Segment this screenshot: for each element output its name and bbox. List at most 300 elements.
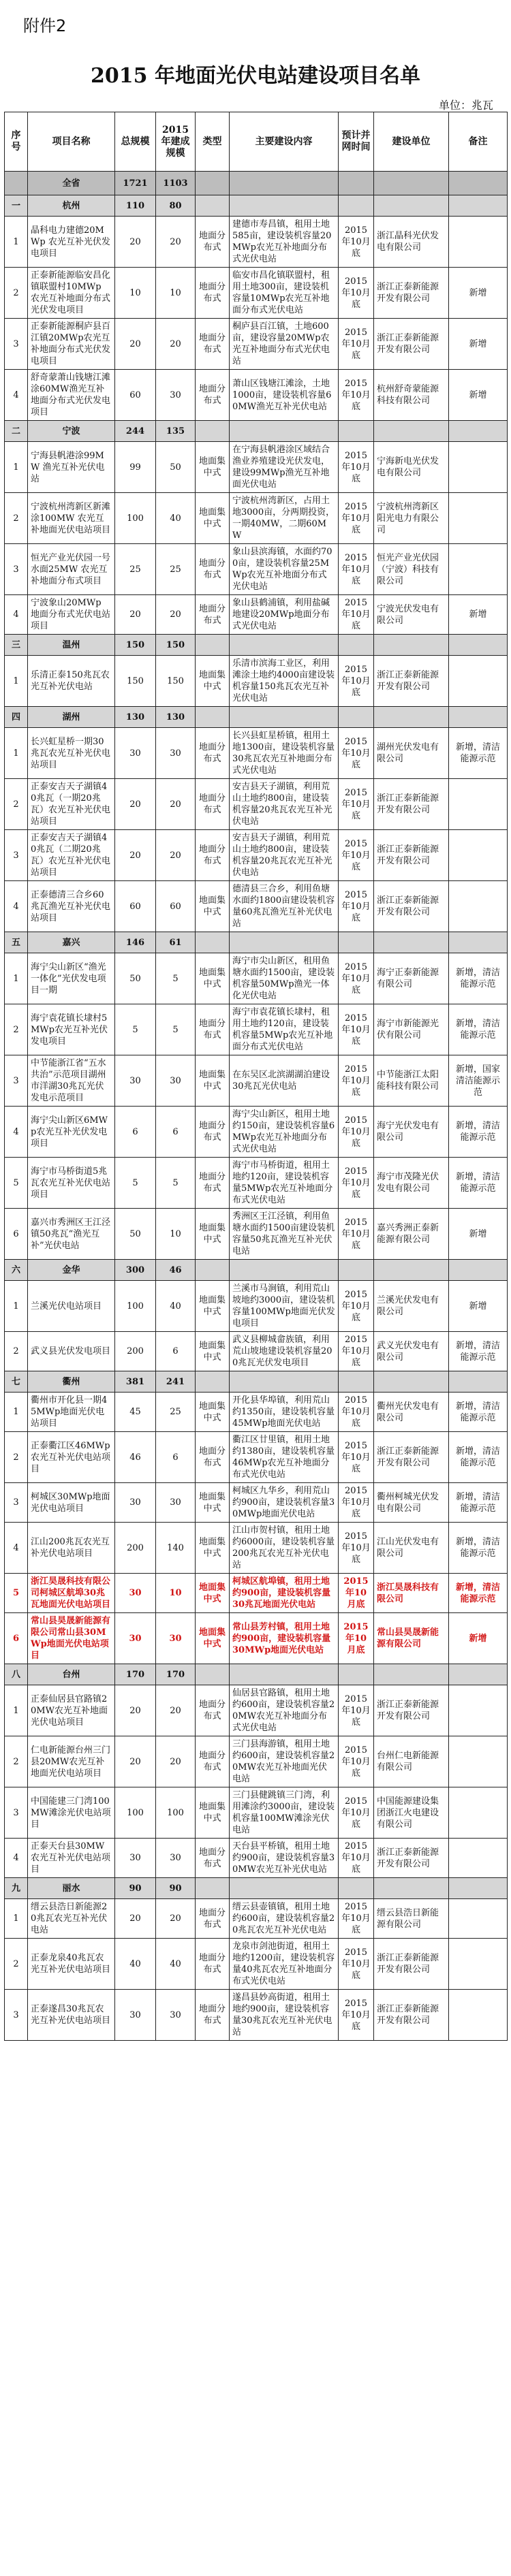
row-built: 6	[156, 1332, 196, 1371]
row-owner: 中节能浙江太阳能科技有限公司	[374, 1055, 449, 1107]
row-grid-time: 2015年10月底	[339, 779, 374, 830]
row-content: 在东吴区北滨湖湖泊建设30兆瓦光伏电站	[230, 1055, 339, 1107]
row-note: 新增，清洁能源示范	[449, 1107, 508, 1158]
row-grid-time: 2015年10月底	[339, 1432, 374, 1483]
header-note: 备注	[449, 112, 508, 172]
row-note: 新增，清洁能源示范	[449, 1432, 508, 1483]
row-type: 地面集中式	[196, 881, 230, 932]
row-grid-time: 2015年10月底	[339, 1939, 374, 1990]
row-grid-time: 2015年10月底	[339, 953, 374, 1004]
city-empty-cell	[339, 635, 374, 656]
row-owner: 武义光伏发电有限公司	[374, 1332, 449, 1371]
row-owner: 恒光产业光伏园（宁波）科技有限公司	[374, 544, 449, 595]
row-type: 地面集中式	[196, 1332, 230, 1371]
row-scale: 20	[115, 1736, 156, 1787]
total-empty-cell	[339, 172, 374, 195]
row-content: 安吉县天子湖镇，利用荒山土地约800亩，建设装机容量20兆瓦农光互补光伏电站	[230, 779, 339, 830]
row-built: 100	[156, 1787, 196, 1839]
row-type: 地面集中式	[196, 1574, 230, 1613]
row-no: 1	[5, 953, 28, 1004]
city-empty-cell	[374, 932, 449, 953]
row-note	[449, 1685, 508, 1736]
row-project-name: 正泰德清三合乡60兆瓦渔光互补光伏电站项目	[28, 881, 115, 932]
city-empty-cell	[196, 1878, 230, 1899]
row-grid-time: 2015年10月底	[339, 1736, 374, 1787]
city-row	[5, 1878, 508, 1899]
row-note	[449, 1736, 508, 1787]
table-row	[5, 1990, 508, 2041]
row-grid-time: 2015年10月底	[339, 268, 374, 319]
row-project-name: 正泰新能源桐庐县百江镇20MWp农光互补地面分布式光伏发电项目	[28, 319, 115, 370]
row-no: 1	[5, 1393, 28, 1432]
table-row	[5, 728, 508, 779]
row-owner: 缙云县浩日新能源有限公司	[374, 1899, 449, 1939]
row-no: 4	[5, 595, 28, 635]
city-empty-cell	[449, 1371, 508, 1393]
row-type: 地面分布式	[196, 779, 230, 830]
row-note	[449, 881, 508, 932]
row-type: 地面集中式	[196, 1281, 230, 1332]
city-empty-cell	[196, 1664, 230, 1685]
city-empty-cell	[374, 421, 449, 442]
city-empty-cell	[230, 1664, 339, 1685]
row-no: 3	[5, 1990, 28, 2041]
row-scale: 30	[115, 1483, 156, 1523]
row-type: 地面分布式	[196, 728, 230, 779]
row-scale: 6	[115, 1107, 156, 1158]
row-content: 宁波杭州湾新区，占用土地3000亩，分两期投资，一期40MW，二期60MW	[230, 493, 339, 544]
row-scale: 60	[115, 881, 156, 932]
row-content: 柯城区九华乡，利用荒山约900亩，建设装机容量30MWp地面光伏电站	[230, 1483, 339, 1523]
row-scale: 30	[115, 1839, 156, 1878]
table-row	[5, 1899, 508, 1939]
row-project-name: 长兴虹星桥一期30兆瓦农光互补光伏电站项目	[28, 728, 115, 779]
city-built: 150	[156, 635, 196, 656]
row-no: 3	[5, 1055, 28, 1107]
city-empty-cell	[339, 1878, 374, 1899]
row-project-name: 恒光产业光伏园一号水面25MW 农光互补地面分布式项目	[28, 544, 115, 595]
row-scale: 30	[115, 1574, 156, 1613]
row-no: 4	[5, 1523, 28, 1574]
row-content: 开化县华埠镇，利用荒山约1350亩，建设装机容量45MWp地面光伏电站	[230, 1393, 339, 1432]
city-scale: 244	[115, 421, 156, 442]
row-no: 2	[5, 268, 28, 319]
row-project-name: 正泰天台县30MW农光互补光伏电站项目	[28, 1839, 115, 1878]
unit-label: 单位：兆瓦	[438, 99, 493, 112]
row-project-name: 海宁尖山新区6MWp农光互补光伏发电项目	[28, 1107, 115, 1158]
row-no: 3	[5, 1787, 28, 1839]
row-scale: 20	[115, 1685, 156, 1736]
row-built: 40	[156, 1939, 196, 1990]
row-built: 5	[156, 1004, 196, 1055]
row-owner: 浙江正泰新能源开发有限公司	[374, 1839, 449, 1878]
row-type: 地面分布式	[196, 595, 230, 635]
row-scale: 50	[115, 1209, 156, 1260]
table-row	[5, 1787, 508, 1839]
city-empty-cell	[230, 932, 339, 953]
row-grid-time: 2015年10月底	[339, 1685, 374, 1736]
row-content: 缙云县壶镇镇，租用土地约600亩，建设装机容量20兆瓦农光互补光伏电站	[230, 1899, 339, 1939]
row-grid-time: 2015年10月底	[339, 1787, 374, 1839]
row-type: 地面集中式	[196, 1787, 230, 1839]
row-note	[449, 493, 508, 544]
row-built: 30	[156, 1839, 196, 1878]
row-note	[449, 1839, 508, 1878]
row-grid-time: 2015年10月底	[339, 370, 374, 421]
row-grid-time: 2015年10月底	[339, 1899, 374, 1939]
header-owner: 建设单位	[374, 112, 449, 172]
row-no: 1	[5, 1899, 28, 1939]
row-note	[449, 1990, 508, 2041]
row-built: 20	[156, 595, 196, 635]
table-row	[5, 268, 508, 319]
row-no: 5	[5, 1574, 28, 1613]
table-row	[5, 1281, 508, 1332]
row-type: 地面分布式	[196, 1990, 230, 2041]
city-name: 温州	[28, 635, 115, 656]
row-no: 1	[5, 1281, 28, 1332]
row-content: 江山市贺村镇，租用土地约6000亩，建设装机容量200兆瓦农光互补光伏电站	[230, 1523, 339, 1574]
table-row	[5, 1939, 508, 1990]
header-built: 2015年建成规模	[156, 112, 196, 172]
city-empty-cell	[339, 1260, 374, 1281]
row-note: 新增，清洁能源示范	[449, 1523, 508, 1574]
row-type: 地面集中式	[196, 1613, 230, 1664]
row-content: 常山县芳村镇，租用土地约900亩，建设装机容量30MWp地面光伏电站	[230, 1613, 339, 1664]
row-no: 3	[5, 544, 28, 595]
row-content: 海宁市马桥街道，租用土地约120亩，建设装机容量5MWp农光互补地面分布式光伏电站	[230, 1158, 339, 1209]
row-type: 地面分布式	[196, 268, 230, 319]
attachment-label: 附件2	[23, 16, 67, 35]
total-seq	[5, 172, 28, 195]
row-no: 1	[5, 442, 28, 493]
row-note	[449, 1787, 508, 1839]
city-built: 80	[156, 195, 196, 217]
city-empty-cell	[449, 421, 508, 442]
row-no: 1	[5, 656, 28, 707]
row-owner: 兰溪光伏发电有限公司	[374, 1281, 449, 1332]
row-type: 地面集中式	[196, 656, 230, 707]
row-scale: 20	[115, 319, 156, 370]
city-seq: 七	[5, 1371, 28, 1393]
row-content: 衢江区廿里镇，租用土地约1380亩，建设装机容量46MWp农光互补地面分布式光伏电站	[230, 1432, 339, 1483]
row-scale: 30	[115, 1990, 156, 2041]
row-owner: 常山县昊晟新能源有限公司	[374, 1613, 449, 1664]
city-empty-cell	[196, 421, 230, 442]
row-type: 地面分布式	[196, 370, 230, 421]
row-owner: 浙江正泰新能源开发有限公司	[374, 268, 449, 319]
row-type: 地面分布式	[196, 1939, 230, 1990]
row-scale: 10	[115, 268, 156, 319]
row-owner: 浙江正泰新能源开发有限公司	[374, 881, 449, 932]
row-built: 6	[156, 1107, 196, 1158]
total-empty-cell	[374, 172, 449, 195]
city-empty-cell	[196, 195, 230, 217]
row-type: 地面分布式	[196, 1736, 230, 1787]
city-row	[5, 932, 508, 953]
city-seq: 四	[5, 707, 28, 728]
row-no: 2	[5, 493, 28, 544]
city-row	[5, 421, 508, 442]
city-empty-cell	[339, 421, 374, 442]
row-scale: 40	[115, 1939, 156, 1990]
row-built: 20	[156, 779, 196, 830]
row-note: 新增，清洁能源示范	[449, 1004, 508, 1055]
row-content: 长兴县虹星桥镇，租用土地1300亩，建设装机容量30兆瓦农光互补地面分布式光伏电站	[230, 728, 339, 779]
row-grid-time: 2015年10月底	[339, 595, 374, 635]
row-content: 柯城区航埠镇，租用土地约900亩，建设装机容量30兆瓦地面光伏电站	[230, 1574, 339, 1613]
table-row	[5, 656, 508, 707]
city-seq: 八	[5, 1664, 28, 1685]
row-project-name: 海宁袁花镇长埭村5MWp农光互补光伏发电项目	[28, 1004, 115, 1055]
city-name: 衢州	[28, 1371, 115, 1393]
city-empty-cell	[374, 1260, 449, 1281]
city-empty-cell	[230, 421, 339, 442]
table-row	[5, 1209, 508, 1260]
row-project-name: 正泰新能源临安昌化镇联盟村10MWp 农光互补地面分布式光伏发电项目	[28, 268, 115, 319]
row-built: 30	[156, 728, 196, 779]
row-content: 秀洲区王江泾镇，利用鱼塘水面约1500亩建设装机容量50兆瓦渔光互补光伏电站	[230, 1209, 339, 1260]
row-note: 新增	[449, 370, 508, 421]
row-built: 25	[156, 1393, 196, 1432]
row-built: 20	[156, 319, 196, 370]
row-grid-time: 2015年10月底	[339, 881, 374, 932]
row-no: 4	[5, 881, 28, 932]
table-row	[5, 442, 508, 493]
row-content: 龙泉市剑池街道，租用土地约1200亩，建设装机容量40兆瓦农光互补地面分布式光伏电站	[230, 1939, 339, 1990]
row-project-name: 武义县光伏发电项目	[28, 1332, 115, 1371]
row-scale: 20	[115, 217, 156, 268]
row-owner: 浙江正泰新能源开发有限公司	[374, 656, 449, 707]
row-built: 30	[156, 1613, 196, 1664]
row-note	[449, 779, 508, 830]
row-grid-time: 2015年10月底	[339, 1483, 374, 1523]
city-built: 170	[156, 1664, 196, 1685]
row-owner: 衢州柯城光伏发电有限公司	[374, 1483, 449, 1523]
city-scale: 90	[115, 1878, 156, 1899]
city-scale: 300	[115, 1260, 156, 1281]
row-no: 3	[5, 1483, 28, 1523]
city-name: 台州	[28, 1664, 115, 1685]
row-project-name: 柯城区30MWp地面光伏电站项目	[28, 1483, 115, 1523]
row-built: 40	[156, 1281, 196, 1332]
row-project-name: 缙云县浩日新能源20兆瓦农光互补光伏电站	[28, 1899, 115, 1939]
row-scale: 5	[115, 1004, 156, 1055]
city-empty-cell	[339, 707, 374, 728]
row-note: 新增，清洁能源示范	[449, 728, 508, 779]
row-owner: 宁波光伏发电有限公司	[374, 595, 449, 635]
city-empty-cell	[230, 1371, 339, 1393]
table-body	[5, 172, 508, 2041]
city-empty-cell	[339, 1371, 374, 1393]
row-scale: 100	[115, 493, 156, 544]
row-scale: 20	[115, 779, 156, 830]
row-no: 2	[5, 1004, 28, 1055]
city-row	[5, 1664, 508, 1685]
row-project-name: 海宁市马桥街道5兆瓦农光互补光伏电站项目	[28, 1158, 115, 1209]
row-content: 海宁市袁花镇长埭村，租用土地约120亩，建设装机容量5MWp农光互补地面分布式光伏电站	[230, 1004, 339, 1055]
row-project-name: 浙江昊晟科技有限公司柯城区航埠30兆瓦地面光伏电站项目	[28, 1574, 115, 1613]
city-row	[5, 635, 508, 656]
row-no: 3	[5, 319, 28, 370]
row-scale: 200	[115, 1332, 156, 1371]
row-owner: 宁海新电光伏发电有限公司	[374, 442, 449, 493]
row-type: 地面集中式	[196, 1209, 230, 1260]
row-note: 新增	[449, 1209, 508, 1260]
table-row	[5, 779, 508, 830]
row-scale: 99	[115, 442, 156, 493]
row-content: 象山县鹤浦镇，利用盐碱地建设20MWp地面分布式光伏电站	[230, 595, 339, 635]
row-grid-time: 2015年10月底	[339, 656, 374, 707]
row-type: 地面集中式	[196, 1523, 230, 1574]
header-scale: 总规模	[115, 112, 156, 172]
row-built: 150	[156, 656, 196, 707]
row-built: 10	[156, 268, 196, 319]
city-empty-cell	[374, 707, 449, 728]
total-row	[5, 172, 508, 195]
city-scale: 110	[115, 195, 156, 217]
city-seq: 九	[5, 1878, 28, 1899]
row-project-name: 乐清正泰150兆瓦农光互补光伏电站	[28, 656, 115, 707]
row-grid-time: 2015年10月底	[339, 442, 374, 493]
row-content: 海宁市尖山新区，租用鱼塘水面约1500亩，建设装机容量50MWp渔光一体化光伏电站	[230, 953, 339, 1004]
city-row	[5, 707, 508, 728]
city-empty-cell	[449, 1260, 508, 1281]
row-no: 4	[5, 370, 28, 421]
row-no: 5	[5, 1158, 28, 1209]
row-type: 地面分布式	[196, 1839, 230, 1878]
row-owner: 海宁光伏发电有限公司	[374, 1107, 449, 1158]
row-owner: 海宁市茂隆光伏发电有限公司	[374, 1158, 449, 1209]
row-project-name: 正泰衢江区46MWp农光互补光伏电站项目	[28, 1432, 115, 1483]
row-project-name: 宁海县帆港涂99MW 渔光互补光伏电站	[28, 442, 115, 493]
row-built: 20	[156, 830, 196, 881]
city-seq: 一	[5, 195, 28, 217]
header-seq: 序号	[5, 112, 28, 172]
row-owner: 台州仁电新能源有限公司	[374, 1736, 449, 1787]
city-scale: 146	[115, 932, 156, 953]
row-type: 地面集中式	[196, 1055, 230, 1107]
city-empty-cell	[374, 635, 449, 656]
row-scale: 20	[115, 595, 156, 635]
city-built: 46	[156, 1260, 196, 1281]
row-note: 新增，清洁能源示范	[449, 953, 508, 1004]
row-no: 2	[5, 779, 28, 830]
header-content: 主要建设内容	[230, 112, 339, 172]
city-scale: 170	[115, 1664, 156, 1685]
row-owner: 宁波杭州湾新区阳光电力有限公司	[374, 493, 449, 544]
row-note	[449, 217, 508, 268]
row-grid-time: 2015年10月底	[339, 1158, 374, 1209]
table-row	[5, 1107, 508, 1158]
city-built: 90	[156, 1878, 196, 1899]
row-project-name: 仁电新能源台州三门县20MW农光互补地面光伏电站项目	[28, 1736, 115, 1787]
row-scale: 5	[115, 1158, 156, 1209]
row-owner: 海宁市新能源光伏有限公司	[374, 1004, 449, 1055]
row-scale: 60	[115, 370, 156, 421]
row-note: 新增	[449, 1613, 508, 1664]
header-grid-time: 预计并网时间	[339, 112, 374, 172]
city-empty-cell	[374, 1664, 449, 1685]
row-built: 5	[156, 1158, 196, 1209]
city-empty-cell	[339, 195, 374, 217]
city-name: 湖州	[28, 707, 115, 728]
row-note	[449, 442, 508, 493]
row-built: 30	[156, 1990, 196, 2041]
city-row	[5, 195, 508, 217]
table-row	[5, 1432, 508, 1483]
row-type: 地面分布式	[196, 1004, 230, 1055]
row-project-name: 衢州市开化县一期45MWp地面光伏电站项目	[28, 1393, 115, 1432]
row-project-name: 海宁尖山新区“渔光一体化”光伏发电项目一期	[28, 953, 115, 1004]
row-type: 地面分布式	[196, 319, 230, 370]
city-empty-cell	[196, 635, 230, 656]
row-owner: 浙江正泰新能源开发有限公司	[374, 1990, 449, 2041]
city-name: 嘉兴	[28, 932, 115, 953]
row-type: 地面集中式	[196, 442, 230, 493]
row-note: 新增，清洁能源示范	[449, 1393, 508, 1432]
row-content: 在宁海县帆港涂区域结合渔业养殖建设光伏发电，建设99MWp渔光互补地面光伏电站	[230, 442, 339, 493]
city-empty-cell	[449, 635, 508, 656]
row-scale: 30	[115, 1055, 156, 1107]
city-empty-cell	[230, 707, 339, 728]
row-grid-time: 2015年10月底	[339, 1393, 374, 1432]
row-project-name: 正泰遂昌30兆瓦农光互补光伏电站项目	[28, 1990, 115, 2041]
city-scale: 150	[115, 635, 156, 656]
row-grid-time: 2015年10月底	[339, 728, 374, 779]
row-grid-time: 2015年10月底	[339, 544, 374, 595]
row-content: 乐清市滨海工业区，利用滩涂土地约4000亩建设装机容量150兆瓦农光互补光伏电站	[230, 656, 339, 707]
city-empty-cell	[196, 1371, 230, 1393]
city-empty-cell	[374, 1371, 449, 1393]
city-scale: 381	[115, 1371, 156, 1393]
row-content: 德清县三合乡，利用鱼塘水面约1800亩建设装机容量60兆瓦渔光互补光伏电站	[230, 881, 339, 932]
row-built: 10	[156, 1209, 196, 1260]
row-content: 遂昌县妙高街道，租用土地约900亩，建设装机容量30兆瓦农光互补光伏电站	[230, 1990, 339, 2041]
row-scale: 46	[115, 1432, 156, 1483]
row-project-name: 宁波杭州湾新区新滩涂100MW 农光互补地面光伏电站项目	[28, 493, 115, 544]
table-row	[5, 881, 508, 932]
row-owner: 湖州光伏发电有限公司	[374, 728, 449, 779]
row-owner: 浙江昊晟科技有限公司	[374, 1574, 449, 1613]
row-project-name: 江山200兆瓦农光互补光伏电站项目	[28, 1523, 115, 1574]
table-row	[5, 1332, 508, 1371]
city-seq: 二	[5, 421, 28, 442]
row-built: 25	[156, 544, 196, 595]
table-row	[5, 830, 508, 881]
table-row	[5, 953, 508, 1004]
row-note: 新增，清洁能源示范	[449, 1574, 508, 1613]
table-row	[5, 595, 508, 635]
row-project-name: 正泰安吉天子湖镇40兆瓦（二期20兆瓦）农光互补光伏电站项目	[28, 830, 115, 881]
table-row	[5, 493, 508, 544]
row-type: 地面集中式	[196, 493, 230, 544]
row-no: 2	[5, 1939, 28, 1990]
table-row	[5, 1393, 508, 1432]
row-scale: 100	[115, 1787, 156, 1839]
row-scale: 30	[115, 1613, 156, 1664]
row-type: 地面分布式	[196, 1899, 230, 1939]
city-empty-cell	[230, 635, 339, 656]
row-note: 新增	[449, 595, 508, 635]
row-scale: 45	[115, 1393, 156, 1432]
row-scale: 25	[115, 544, 156, 595]
row-content: 武义县柳城畲族镇，利用荒山坡地建设装机容量200兆瓦光伏发电项目	[230, 1332, 339, 1371]
row-project-name: 中国能建三门湾100MW滩涂光伏电站项目	[28, 1787, 115, 1839]
total-empty-cell	[230, 172, 339, 195]
row-grid-time: 2015年10月底	[339, 1523, 374, 1574]
row-no: 1	[5, 217, 28, 268]
